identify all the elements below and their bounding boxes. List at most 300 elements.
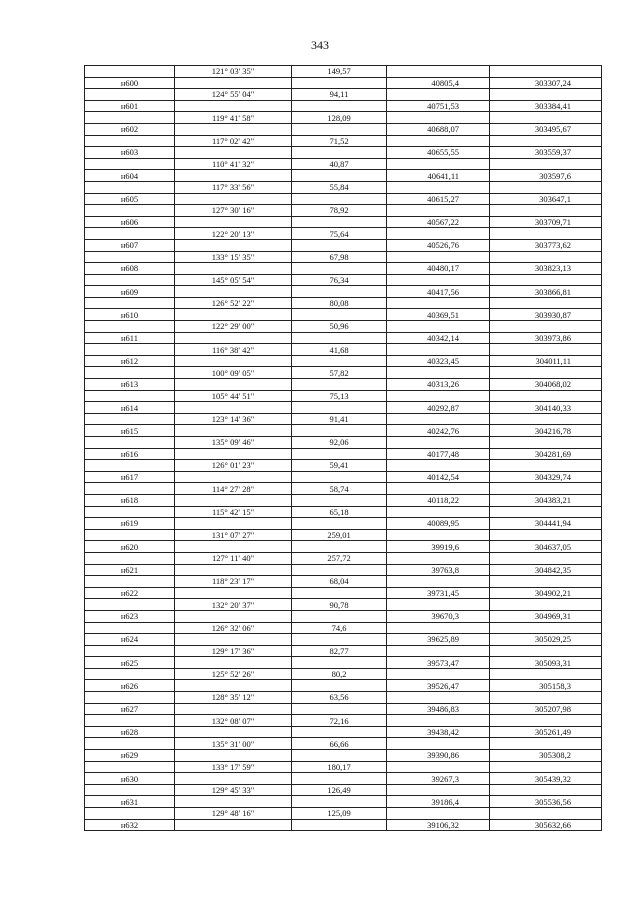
point-name-cell: н613 [85, 379, 175, 391]
y-coordinate-cell: 305029,25 [490, 634, 602, 646]
distance-cell: 55,84 [292, 181, 387, 193]
point-row [85, 541, 602, 553]
point-row [85, 750, 602, 762]
empty-cell [175, 216, 292, 228]
point-name-cell: н602 [85, 123, 175, 135]
empty-cell [85, 413, 175, 425]
empty-cell [175, 541, 292, 553]
point-row [85, 147, 602, 159]
empty-cell [387, 228, 490, 240]
x-coordinate-cell: 39526,47 [387, 680, 490, 692]
distance-cell: 80,08 [292, 297, 387, 309]
segment-row [85, 321, 602, 333]
point-name-cell: н618 [85, 494, 175, 506]
point-row [85, 402, 602, 414]
empty-cell [387, 529, 490, 541]
point-row [85, 239, 602, 251]
empty-cell [387, 808, 490, 820]
direction-angle-cell: 110° 41' 32" [175, 158, 292, 170]
empty-cell [85, 738, 175, 750]
y-coordinate-cell: 305158,3 [490, 680, 602, 692]
empty-cell [490, 668, 602, 680]
point-name-cell: н614 [85, 402, 175, 414]
empty-cell [292, 402, 387, 414]
point-name-cell: н631 [85, 796, 175, 808]
x-coordinate-cell: 39438,42 [387, 726, 490, 738]
distance-cell: 125,09 [292, 808, 387, 820]
direction-angle-cell: 126° 01' 23" [175, 460, 292, 472]
point-name-cell: н619 [85, 518, 175, 530]
y-coordinate-cell: 303559,37 [490, 147, 602, 159]
point-name-cell: н622 [85, 587, 175, 599]
empty-cell [175, 773, 292, 785]
distance-cell: 259,01 [292, 529, 387, 541]
empty-cell [292, 471, 387, 483]
empty-cell [490, 599, 602, 611]
y-coordinate-cell: 304140,33 [490, 402, 602, 414]
x-coordinate-cell: 39919,6 [387, 541, 490, 553]
empty-cell [292, 610, 387, 622]
distance-cell: 180,17 [292, 761, 387, 773]
point-name-cell: н625 [85, 657, 175, 669]
x-coordinate-cell: 40313,26 [387, 379, 490, 391]
empty-cell [490, 274, 602, 286]
empty-cell [292, 147, 387, 159]
point-row [85, 471, 602, 483]
empty-cell [85, 390, 175, 402]
point-name-cell: н601 [85, 100, 175, 112]
empty-cell [292, 100, 387, 112]
empty-cell [387, 413, 490, 425]
page-number: 343 [311, 38, 329, 52]
distance-cell: 57,82 [292, 367, 387, 379]
distance-cell: 50,96 [292, 321, 387, 333]
empty-cell [387, 390, 490, 402]
empty-cell [175, 634, 292, 646]
distance-cell: 149,57 [292, 66, 387, 78]
direction-angle-cell: 121° 03' 35" [175, 66, 292, 78]
segment-row [85, 205, 602, 217]
point-row [85, 123, 602, 135]
segment-row [85, 251, 602, 263]
x-coordinate-cell: 40480,17 [387, 263, 490, 275]
empty-cell [387, 344, 490, 356]
coordinates-table [84, 65, 602, 831]
direction-angle-cell: 114° 27' 28" [175, 483, 292, 495]
empty-cell [490, 506, 602, 518]
empty-cell [387, 251, 490, 263]
empty-cell [490, 89, 602, 101]
empty-cell [387, 460, 490, 472]
empty-cell [175, 564, 292, 576]
x-coordinate-cell: 40567,22 [387, 216, 490, 228]
y-coordinate-cell: 304637,05 [490, 541, 602, 553]
x-coordinate-cell: 39670,3 [387, 610, 490, 622]
x-coordinate-cell: 39625,89 [387, 634, 490, 646]
direction-angle-cell: 135° 09' 46" [175, 437, 292, 449]
y-coordinate-cell: 304068,02 [490, 379, 602, 391]
point-name-cell: н621 [85, 564, 175, 576]
empty-cell [292, 750, 387, 762]
point-name-cell: н616 [85, 448, 175, 460]
point-name-cell: н604 [85, 170, 175, 182]
empty-cell [175, 123, 292, 135]
empty-cell [85, 437, 175, 449]
y-coordinate-cell: 303709,71 [490, 216, 602, 228]
direction-angle-cell: 122° 29' 00" [175, 321, 292, 333]
segment-row [85, 66, 602, 78]
empty-cell [490, 112, 602, 124]
empty-cell [85, 692, 175, 704]
empty-cell [387, 89, 490, 101]
distance-cell: 59,41 [292, 460, 387, 472]
empty-cell [85, 460, 175, 472]
segment-row [85, 297, 602, 309]
empty-cell [387, 692, 490, 704]
direction-angle-cell: 118° 23' 17" [175, 576, 292, 588]
segment-row [85, 738, 602, 750]
y-coordinate-cell: 305439,32 [490, 773, 602, 785]
empty-cell [387, 367, 490, 379]
distance-cell: 80,2 [292, 668, 387, 680]
point-name-cell: н623 [85, 610, 175, 622]
empty-cell [490, 297, 602, 309]
y-coordinate-cell: 304969,31 [490, 610, 602, 622]
segment-row [85, 413, 602, 425]
empty-cell [85, 529, 175, 541]
segment-row [85, 228, 602, 240]
point-row [85, 564, 602, 576]
x-coordinate-cell: 40805,4 [387, 77, 490, 89]
empty-cell [292, 448, 387, 460]
x-coordinate-cell: 40177,48 [387, 448, 490, 460]
direction-angle-cell: 122° 20' 13" [175, 228, 292, 240]
direction-angle-cell: 119° 41' 58" [175, 112, 292, 124]
empty-cell [490, 367, 602, 379]
point-name-cell: н603 [85, 147, 175, 159]
point-name-cell: н626 [85, 680, 175, 692]
empty-cell [175, 471, 292, 483]
point-name-cell: н600 [85, 77, 175, 89]
empty-cell [292, 77, 387, 89]
y-coordinate-cell: 303307,24 [490, 77, 602, 89]
empty-cell [292, 634, 387, 646]
empty-cell [85, 158, 175, 170]
empty-cell [85, 715, 175, 727]
empty-cell [387, 112, 490, 124]
empty-cell [387, 622, 490, 634]
distance-cell: 92,06 [292, 437, 387, 449]
segment-row [85, 367, 602, 379]
empty-cell [85, 367, 175, 379]
empty-cell [175, 657, 292, 669]
direction-angle-cell: 135° 31' 00" [175, 738, 292, 750]
point-name-cell: н606 [85, 216, 175, 228]
empty-cell [490, 738, 602, 750]
point-name-cell: н607 [85, 239, 175, 251]
empty-cell [292, 819, 387, 831]
segment-row [85, 135, 602, 147]
y-coordinate-cell: 304216,78 [490, 425, 602, 437]
empty-cell [292, 216, 387, 228]
empty-cell [85, 622, 175, 634]
x-coordinate-cell: 39390,86 [387, 750, 490, 762]
segment-row [85, 692, 602, 704]
point-name-cell: н630 [85, 773, 175, 785]
empty-cell [175, 587, 292, 599]
empty-cell [490, 251, 602, 263]
empty-cell [175, 193, 292, 205]
distance-cell: 76,34 [292, 274, 387, 286]
point-row [85, 518, 602, 530]
distance-cell: 75,64 [292, 228, 387, 240]
direction-angle-cell: 105° 44' 51" [175, 390, 292, 402]
empty-cell [85, 251, 175, 263]
x-coordinate-cell: 39573,47 [387, 657, 490, 669]
empty-cell [387, 506, 490, 518]
empty-cell [387, 761, 490, 773]
y-coordinate-cell: 304011,11 [490, 355, 602, 367]
empty-cell [387, 576, 490, 588]
point-row [85, 634, 602, 646]
segment-row [85, 112, 602, 124]
empty-cell [292, 726, 387, 738]
empty-cell [490, 413, 602, 425]
empty-cell [292, 518, 387, 530]
empty-cell [490, 228, 602, 240]
direction-angle-cell: 133° 17' 59" [175, 761, 292, 773]
point-name-cell: н627 [85, 703, 175, 715]
empty-cell [85, 483, 175, 495]
empty-cell [175, 309, 292, 321]
y-coordinate-cell: 304383,21 [490, 494, 602, 506]
direction-angle-cell: 129° 48' 16" [175, 808, 292, 820]
empty-cell [85, 89, 175, 101]
segment-row [85, 460, 602, 472]
distance-cell: 257,72 [292, 552, 387, 564]
empty-cell [175, 680, 292, 692]
segment-row [85, 715, 602, 727]
empty-cell [175, 286, 292, 298]
x-coordinate-cell: 39186,4 [387, 796, 490, 808]
point-name-cell: н608 [85, 263, 175, 275]
empty-cell [292, 286, 387, 298]
x-coordinate-cell: 40655,55 [387, 147, 490, 159]
segment-row [85, 158, 602, 170]
point-row [85, 379, 602, 391]
segment-row [85, 344, 602, 356]
empty-cell [387, 599, 490, 611]
empty-cell [175, 819, 292, 831]
point-name-cell: н611 [85, 332, 175, 344]
empty-cell [292, 494, 387, 506]
distance-cell: 71,52 [292, 135, 387, 147]
direction-angle-cell: 124° 55' 04" [175, 89, 292, 101]
point-name-cell: н610 [85, 309, 175, 321]
x-coordinate-cell: 40142,54 [387, 471, 490, 483]
direction-angle-cell: 129° 45' 33" [175, 784, 292, 796]
segment-row [85, 506, 602, 518]
x-coordinate-cell: 39763,8 [387, 564, 490, 576]
empty-cell [175, 379, 292, 391]
empty-cell [387, 297, 490, 309]
y-coordinate-cell: 303647,1 [490, 193, 602, 205]
empty-cell [292, 193, 387, 205]
distance-cell: 66,66 [292, 738, 387, 750]
empty-cell [85, 552, 175, 564]
empty-cell [292, 379, 387, 391]
empty-cell [490, 622, 602, 634]
segment-row [85, 89, 602, 101]
segment-row [85, 784, 602, 796]
empty-cell [387, 738, 490, 750]
empty-cell [387, 135, 490, 147]
empty-cell [292, 425, 387, 437]
direction-angle-cell: 133° 15' 35" [175, 251, 292, 263]
direction-angle-cell: 127° 11' 40" [175, 552, 292, 564]
empty-cell [175, 147, 292, 159]
empty-cell [85, 228, 175, 240]
empty-cell [292, 657, 387, 669]
empty-cell [85, 274, 175, 286]
empty-cell [387, 321, 490, 333]
x-coordinate-cell: 40089,95 [387, 518, 490, 530]
y-coordinate-cell: 304842,35 [490, 564, 602, 576]
empty-cell [175, 703, 292, 715]
x-coordinate-cell: 40369,51 [387, 309, 490, 321]
empty-cell [175, 100, 292, 112]
distance-cell: 128,09 [292, 112, 387, 124]
empty-cell [175, 796, 292, 808]
distance-cell: 67,98 [292, 251, 387, 263]
empty-cell [175, 494, 292, 506]
empty-cell [175, 263, 292, 275]
empty-cell [292, 703, 387, 715]
direction-angle-cell: 127° 30' 16" [175, 205, 292, 217]
empty-cell [387, 645, 490, 657]
direction-angle-cell: 128° 35' 12" [175, 692, 292, 704]
empty-cell [292, 541, 387, 553]
empty-cell [292, 355, 387, 367]
y-coordinate-cell: 305308,2 [490, 750, 602, 762]
x-coordinate-cell: 40118,22 [387, 494, 490, 506]
point-row [85, 819, 602, 831]
x-coordinate-cell: 40417,56 [387, 286, 490, 298]
y-coordinate-cell: 305536,56 [490, 796, 602, 808]
empty-cell [490, 344, 602, 356]
empty-cell [387, 715, 490, 727]
empty-cell [175, 170, 292, 182]
empty-cell [85, 506, 175, 518]
y-coordinate-cell: 303597,6 [490, 170, 602, 182]
direction-angle-cell: 100° 09' 05" [175, 367, 292, 379]
empty-cell [85, 344, 175, 356]
distance-cell: 40,87 [292, 158, 387, 170]
point-row [85, 657, 602, 669]
segment-row [85, 576, 602, 588]
point-row [85, 610, 602, 622]
distance-cell: 91,41 [292, 413, 387, 425]
point-name-cell: н628 [85, 726, 175, 738]
empty-cell [85, 112, 175, 124]
empty-cell [292, 170, 387, 182]
empty-cell [85, 66, 175, 78]
direction-angle-cell: 115° 42' 15" [175, 506, 292, 518]
empty-cell [490, 181, 602, 193]
x-coordinate-cell: 40323,45 [387, 355, 490, 367]
empty-cell [490, 66, 602, 78]
x-coordinate-cell: 39106,32 [387, 819, 490, 831]
y-coordinate-cell: 304281,69 [490, 448, 602, 460]
y-coordinate-cell: 303866,81 [490, 286, 602, 298]
distance-cell: 58,74 [292, 483, 387, 495]
empty-cell [387, 784, 490, 796]
empty-cell [175, 355, 292, 367]
point-row [85, 286, 602, 298]
point-row [85, 494, 602, 506]
empty-cell [175, 77, 292, 89]
point-row [85, 263, 602, 275]
empty-cell [387, 158, 490, 170]
x-coordinate-cell: 39267,3 [387, 773, 490, 785]
direction-angle-cell: 123° 14' 36" [175, 413, 292, 425]
empty-cell [85, 321, 175, 333]
segment-row [85, 622, 602, 634]
empty-cell [85, 599, 175, 611]
empty-cell [490, 483, 602, 495]
empty-cell [175, 750, 292, 762]
empty-cell [490, 437, 602, 449]
empty-cell [85, 761, 175, 773]
segment-row [85, 668, 602, 680]
distance-cell: 78,92 [292, 205, 387, 217]
y-coordinate-cell: 304902,21 [490, 587, 602, 599]
point-name-cell: н629 [85, 750, 175, 762]
segment-row [85, 483, 602, 495]
x-coordinate-cell: 39731,45 [387, 587, 490, 599]
point-name-cell: н632 [85, 819, 175, 831]
direction-angle-cell: 132° 08' 07" [175, 715, 292, 727]
y-coordinate-cell: 303823,13 [490, 263, 602, 275]
y-coordinate-cell: 303930,87 [490, 309, 602, 321]
y-coordinate-cell: 305093,31 [490, 657, 602, 669]
segment-row [85, 552, 602, 564]
direction-angle-cell: 126° 32' 06" [175, 622, 292, 634]
point-name-cell: н617 [85, 471, 175, 483]
empty-cell [175, 332, 292, 344]
empty-cell [387, 668, 490, 680]
empty-cell [175, 726, 292, 738]
empty-cell [85, 808, 175, 820]
x-coordinate-cell: 40526,76 [387, 239, 490, 251]
segment-row [85, 437, 602, 449]
empty-cell [387, 437, 490, 449]
x-coordinate-cell: 40688,07 [387, 123, 490, 135]
empty-cell [292, 796, 387, 808]
point-name-cell: н612 [85, 355, 175, 367]
y-coordinate-cell: 303384,41 [490, 100, 602, 112]
empty-cell [85, 297, 175, 309]
empty-cell [490, 645, 602, 657]
empty-cell [175, 448, 292, 460]
direction-angle-cell: 145° 05' 54" [175, 274, 292, 286]
segment-row [85, 390, 602, 402]
empty-cell [292, 773, 387, 785]
empty-cell [85, 668, 175, 680]
empty-cell [85, 181, 175, 193]
empty-cell [175, 239, 292, 251]
direction-angle-cell: 117° 33' 56" [175, 181, 292, 193]
